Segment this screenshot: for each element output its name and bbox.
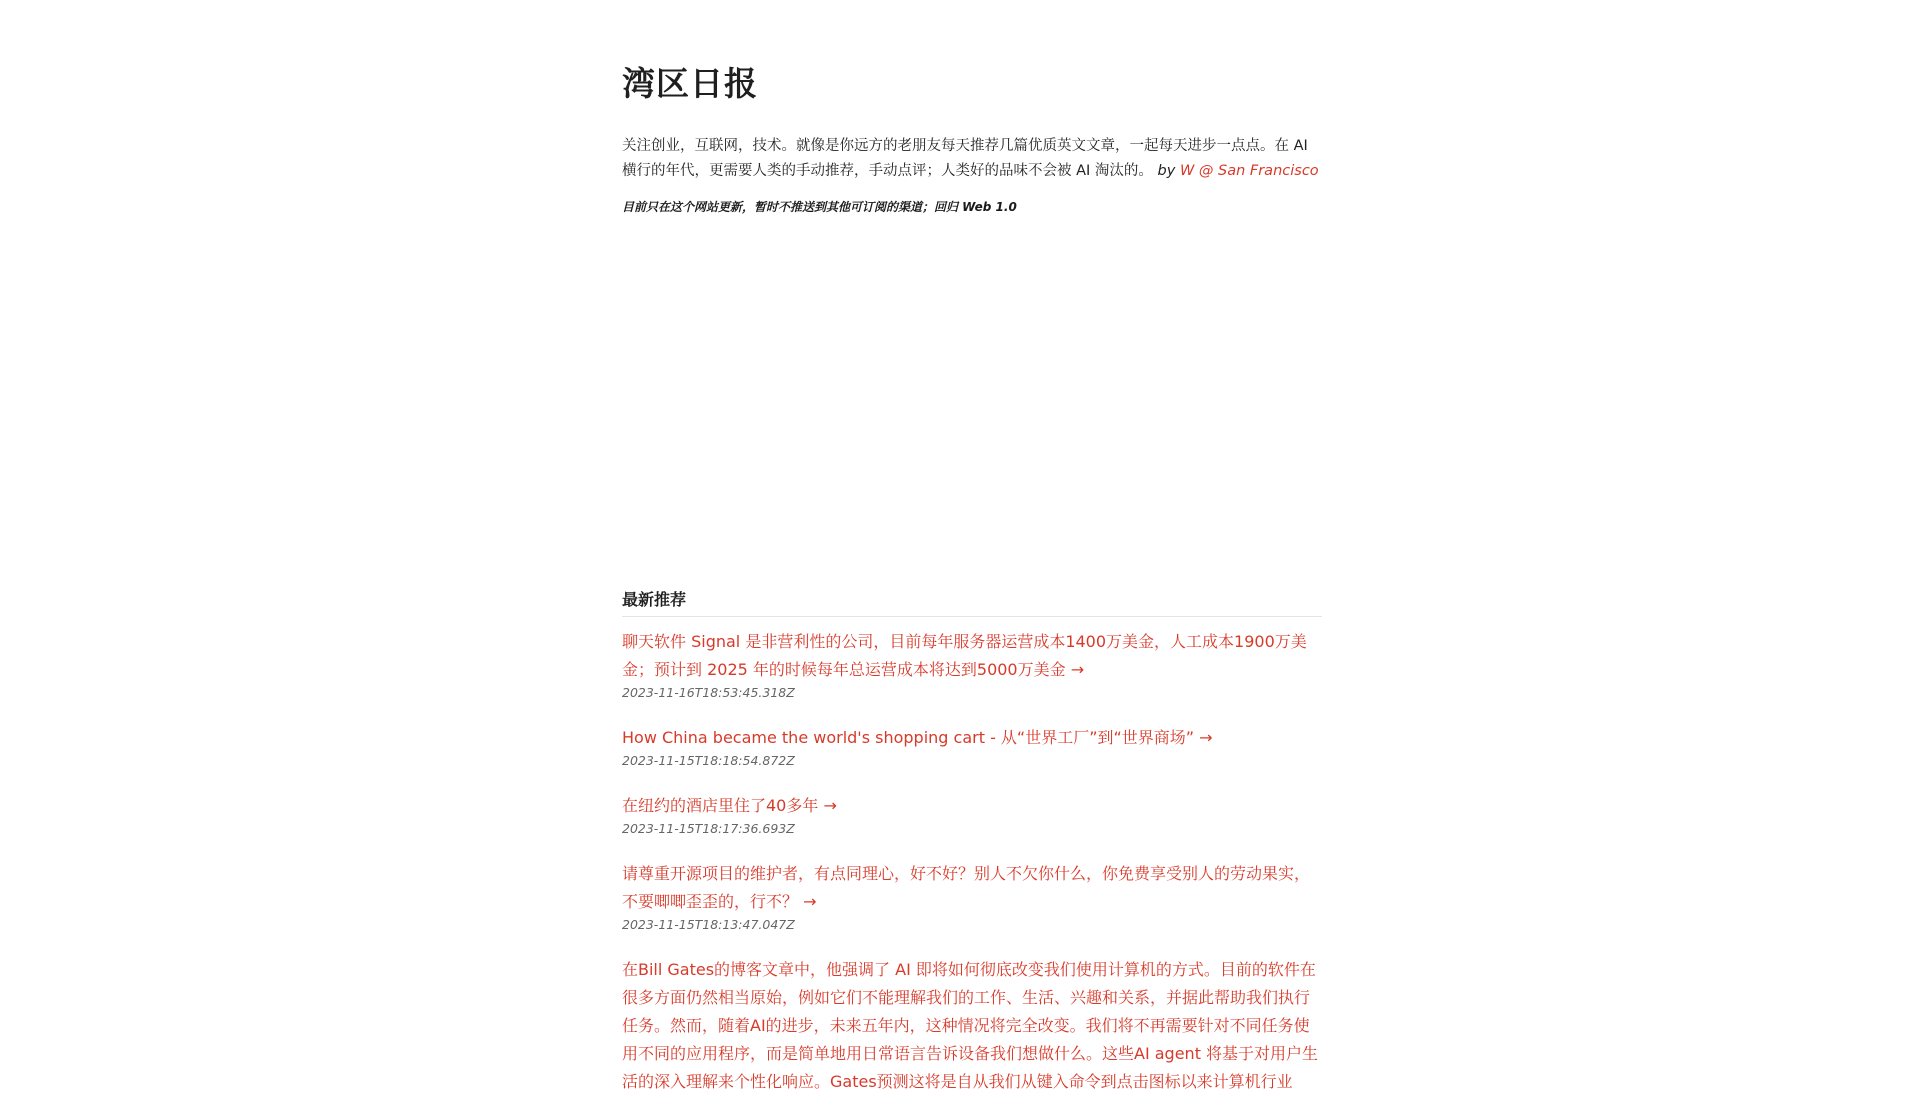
article-list <box>622 628 1322 1118</box>
intro-text: 关注创业，互联网，技术。就像是你远方的老朋友每天推荐几篇优质英文文章，一起每天进步一点点。在 AI 横行的年代，更需要人类的手动推荐，手动点评；人类好的品味不会被 AI 淘汰的。 <box>622 138 1308 179</box>
site-title[interactable]: 湾区日报 <box>622 64 758 103</box>
article-link[interactable]: 在纽约的酒店里住了40多年 → <box>622 796 837 815</box>
article-timestamp: 2023-11-16T18:53:45.318Z <box>622 685 795 700</box>
article-link[interactable]: 请尊重开源项目的维护者，有点同理心，好不好？别人不欠你什么，你免费享受别人的劳动果实，不要唧唧歪歪的，行不？ → <box>622 864 1311 911</box>
article-timestamp: 2023-11-15T18:13:47.047Z <box>622 917 795 932</box>
article-timestamp: 2023-11-15T18:17:36.693Z <box>622 821 795 836</box>
by-label: by <box>1157 163 1176 179</box>
list-item <box>622 792 1322 838</box>
list-item <box>622 956 1322 1096</box>
article-timestamp: 2023-11-15T18:18:54.872Z <box>622 753 795 768</box>
list-item <box>622 860 1322 934</box>
article-link[interactable]: 在Bill Gates的博客文章中，他强调了 AI 即将如何彻底改变我们使用计算机的方式。目前的软件在很多方面仍然相当原始，例如它们不能理解我们的工作、生活、兴趣和关系，并据此帮助我们执行任务。然而，随着AI的进步，未来五年内，这种情况将完全改变。我们将不再需要针对不同任务使用不同的应用程序，而是简单地用日常语言告诉设备我们想做什么。这些AI agent 将基于对用户生活的深入理解来个性化响应。Gates预测这将是自从我们从键入命令到点击图标以来计算机行业 <box>622 960 1319 1091</box>
author-link[interactable]: W @ San Francisco <box>1179 163 1319 179</box>
site-intro <box>622 134 1322 184</box>
list-item <box>622 724 1322 770</box>
article-link[interactable]: How China became the world's shopping cart - 从“世界工厂”到“世界商场” → <box>622 728 1213 747</box>
article-link[interactable]: 聊天软件 Signal 是非营利性的公司，目前每年服务器运营成本1400万美金，人工成本1900万美金；预计到 2025 年的时候每年总运营成本将达到5000万美金 → <box>622 632 1307 679</box>
list-item <box>622 628 1322 702</box>
latest-heading: 最新推荐 <box>622 587 1322 617</box>
update-notice: 目前只在这个网站更新，暂时不推送到其他可订阅的渠道；回归 Web 1.0 <box>622 200 1017 214</box>
